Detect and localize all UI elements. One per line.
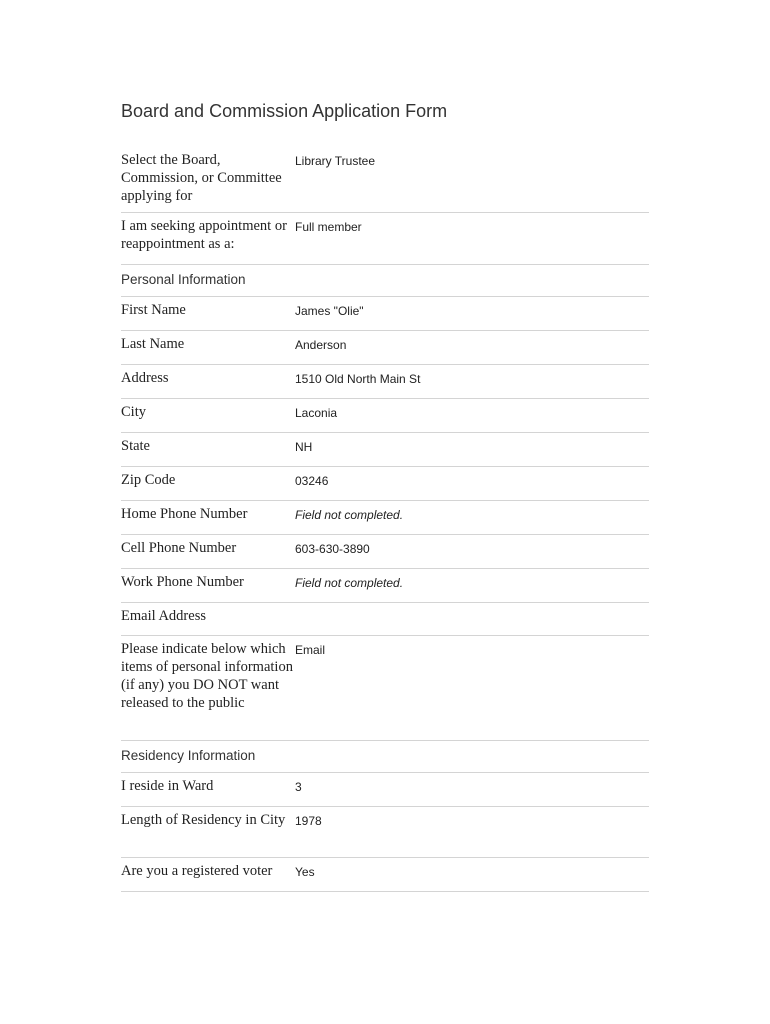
field-label: First Name: [121, 302, 186, 318]
field-label: Length of Residency in City: [121, 812, 286, 828]
field-value: 603-630-3890: [295, 542, 370, 556]
field-value: Library Trustee: [295, 154, 376, 168]
field-value: Yes: [295, 865, 315, 879]
field-row-last-name: [121, 331, 649, 365]
field-row-cell-phone: [121, 535, 649, 569]
field-label: Home Phone Number: [121, 506, 248, 522]
form-title: Board and Commission Application Form: [121, 101, 448, 121]
field-label: Address: [121, 370, 169, 386]
field-row-home-phone: [121, 501, 649, 535]
field-label: I am seeking appointment or reappointment as a:: [121, 218, 287, 252]
field-value: Laconia: [295, 406, 338, 420]
field-label: Cell Phone Number: [121, 540, 237, 556]
field-row-state: [121, 433, 649, 467]
field-row-address: [121, 365, 649, 399]
field-label: Select the Board, Commission, or Committee applying for: [121, 152, 282, 204]
field-row-city: [121, 399, 649, 433]
field-row-zip-code: [121, 467, 649, 501]
section-heading: Residency Information: [121, 748, 256, 763]
section-personal-information: [121, 265, 649, 297]
field-value: Field not completed.: [295, 508, 404, 522]
field-row-email: [121, 603, 649, 636]
field-row-privacy: [121, 636, 649, 741]
form-fields: [121, 147, 649, 892]
field-value: 1978: [295, 814, 322, 828]
field-label: Email Address: [121, 608, 206, 624]
field-row-registered-voter: [121, 858, 649, 892]
field-value: Anderson: [295, 338, 347, 352]
field-label: Work Phone Number: [121, 574, 244, 590]
field-label: State: [121, 438, 150, 454]
section-heading: Personal Information: [121, 272, 246, 287]
field-row-appointment-type: [121, 213, 649, 265]
field-row-residency-length: [121, 807, 649, 858]
field-value: Field not completed.: [295, 576, 404, 590]
field-label: Zip Code: [121, 472, 176, 488]
field-label: I reside in Ward: [121, 778, 214, 794]
field-value: James "Olie": [295, 304, 364, 318]
field-row-work-phone: [121, 569, 649, 603]
field-value: 1510 Old North Main St: [295, 372, 421, 386]
field-label: Last Name: [121, 336, 185, 352]
field-value: NH: [295, 440, 313, 454]
field-value: 3: [295, 780, 302, 794]
field-value: Email: [295, 643, 326, 657]
field-label: City: [121, 404, 146, 420]
field-row-ward: [121, 773, 649, 807]
field-value: Full member: [295, 220, 362, 234]
field-row-first-name: [121, 297, 649, 331]
section-residency-information: [121, 741, 649, 773]
field-label: Are you a registered voter: [121, 863, 273, 879]
field-row-board: [121, 147, 649, 213]
field-value: 03246: [295, 474, 329, 488]
field-label: Please indicate below which items of personal information (if any) you DO NOT want released to the public: [121, 641, 293, 711]
